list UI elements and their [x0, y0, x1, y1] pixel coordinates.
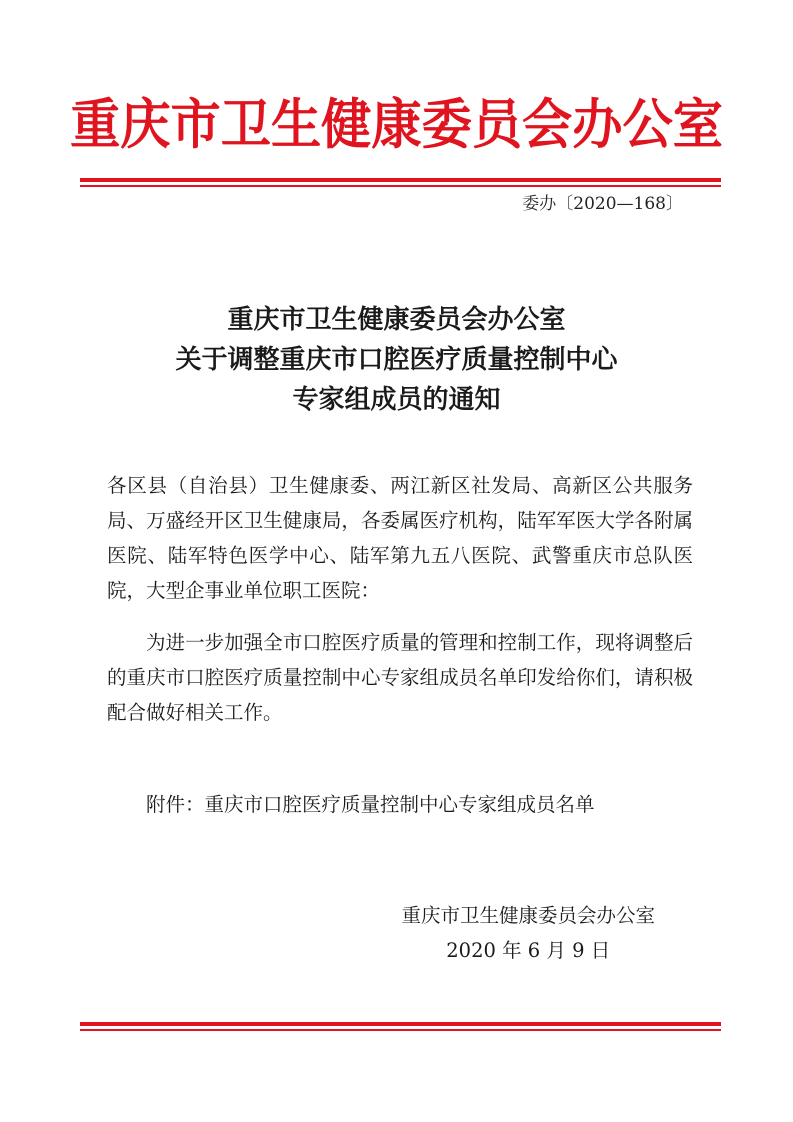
- footer-rule-thin: [80, 1029, 721, 1031]
- title-line-2: 关于调整重庆市口腔医疗质量控制中心: [175, 345, 618, 375]
- title-line-1: 重庆市卫生健康委员会办公室: [227, 305, 566, 335]
- masthead-rule-thin: [80, 185, 721, 187]
- signature-block: [401, 898, 655, 968]
- document-number: 委办〔2020—168〕: [522, 194, 683, 214]
- footer-rule-thick: [80, 1022, 721, 1026]
- title-line-3: 专家组成员的通知: [292, 385, 501, 415]
- issue-date: 2020 年 6 月 9 日: [446, 939, 611, 962]
- masthead-title: 重庆市卫生健康委员会办公室: [70, 93, 723, 156]
- masthead-rule-thick: [80, 178, 721, 182]
- issuer-name: 重庆市卫生健康委员会办公室: [401, 904, 655, 927]
- document-title: [0, 300, 793, 420]
- attachment-line: 附件：重庆市口腔医疗质量控制中心专家组成员名单: [146, 793, 595, 816]
- recipients-paragraph: 各区县（自治县）卫生健康委、两江新区社发局、高新区公共服务局、万盛经开区卫生健康局，各委属医疗机构，陆军军医大学各附属医院、陆军特色医学中心、陆军第九五八医院、武警重庆市总队医院，大型企事业单位职工医院：: [107, 474, 693, 602]
- content-paragraph: 为进一步加强全市口腔医疗质量的管理和控制工作，现将调整后的重庆市口腔医疗质量控制中心专家组成员名单印发给你们，请积极配合做好相关工作。: [107, 631, 693, 724]
